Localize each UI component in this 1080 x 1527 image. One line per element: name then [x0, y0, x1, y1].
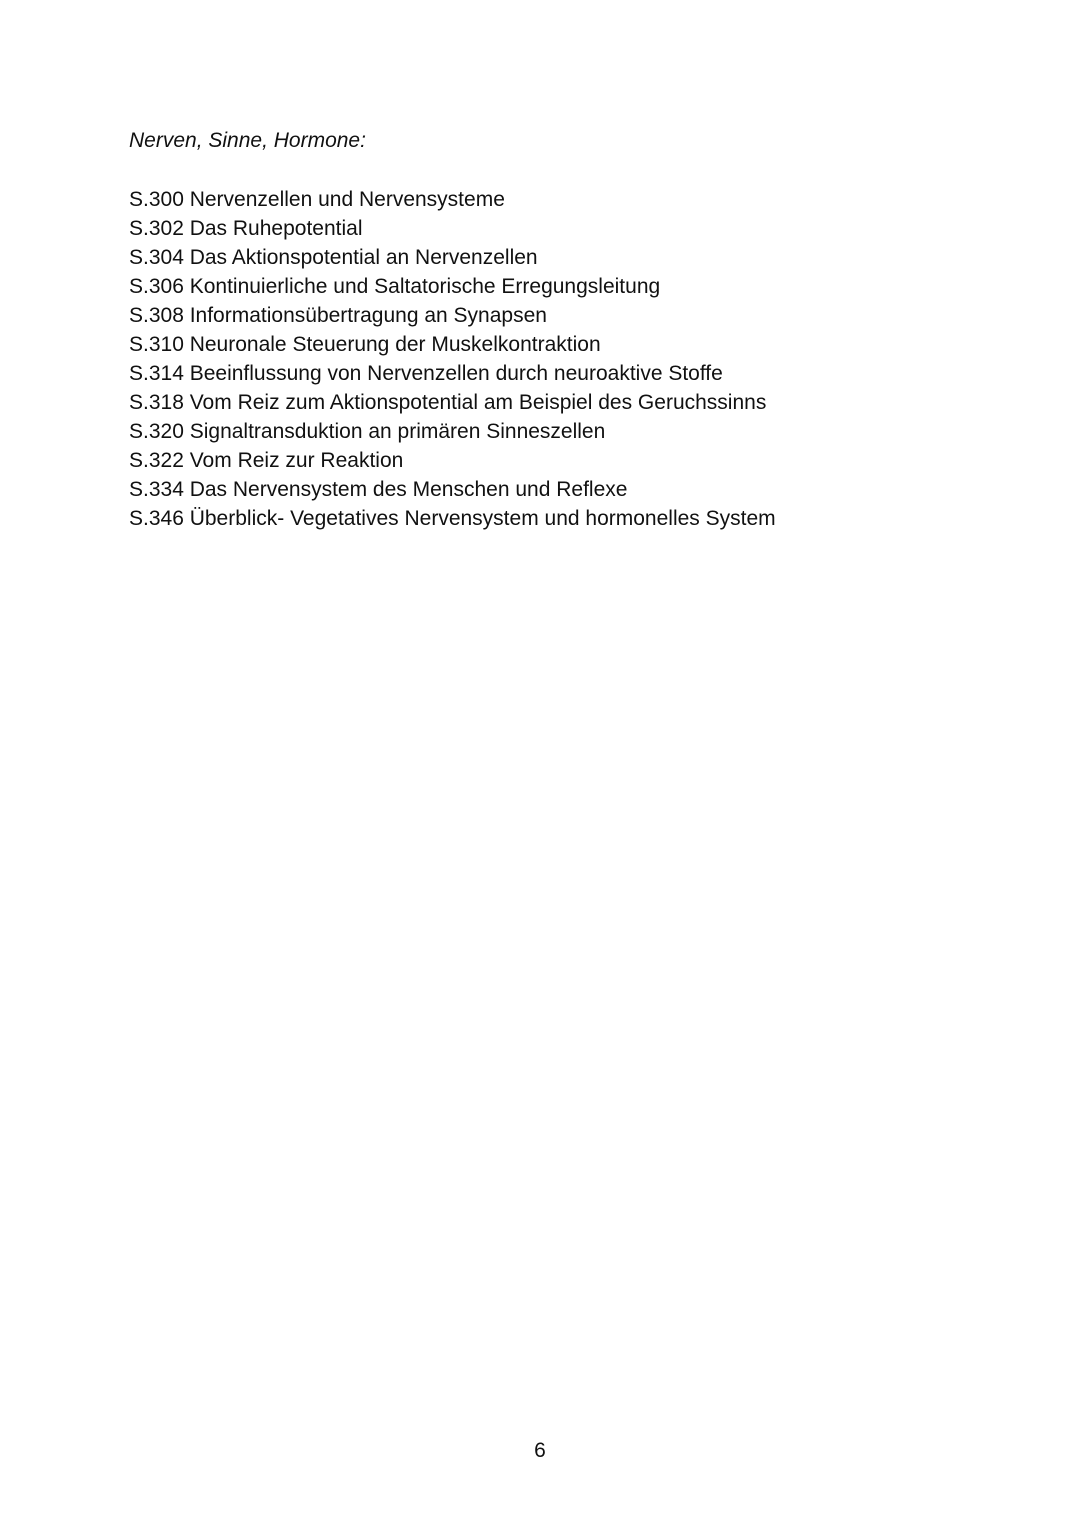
toc-item: S.346 Überblick- Vegetatives Nervensystem und hormonelles System	[129, 507, 776, 530]
toc-item: S.308 Informationsübertragung an Synapsen	[129, 304, 547, 327]
toc-item: S.314 Beeinflussung von Nervenzellen durch neuroaktive Stoffe	[129, 362, 723, 385]
toc-item: S.334 Das Nervensystem des Menschen und Reflexe	[129, 478, 628, 501]
table-of-contents	[129, 185, 776, 533]
toc-item: S.302 Das Ruhepotential	[129, 217, 363, 240]
toc-item: S.306 Kontinuierliche und Saltatorische Erregungsleitung	[129, 275, 661, 298]
page-number: 6	[534, 1439, 546, 1462]
toc-item: S.322 Vom Reiz zur Reaktion	[129, 449, 404, 472]
toc-item: S.310 Neuronale Steuerung der Muskelkontraktion	[129, 333, 601, 356]
toc-item: S.304 Das Aktionspotential an Nervenzellen	[129, 246, 538, 269]
toc-item: S.300 Nervenzellen und Nervensysteme	[129, 188, 505, 211]
toc-item: S.320 Signaltransduktion an primären Sinneszellen	[129, 420, 606, 443]
section-heading: Nerven, Sinne, Hormone:	[129, 129, 366, 152]
toc-item: S.318 Vom Reiz zum Aktionspotential am Beispiel des Geruchssinns	[129, 391, 767, 414]
